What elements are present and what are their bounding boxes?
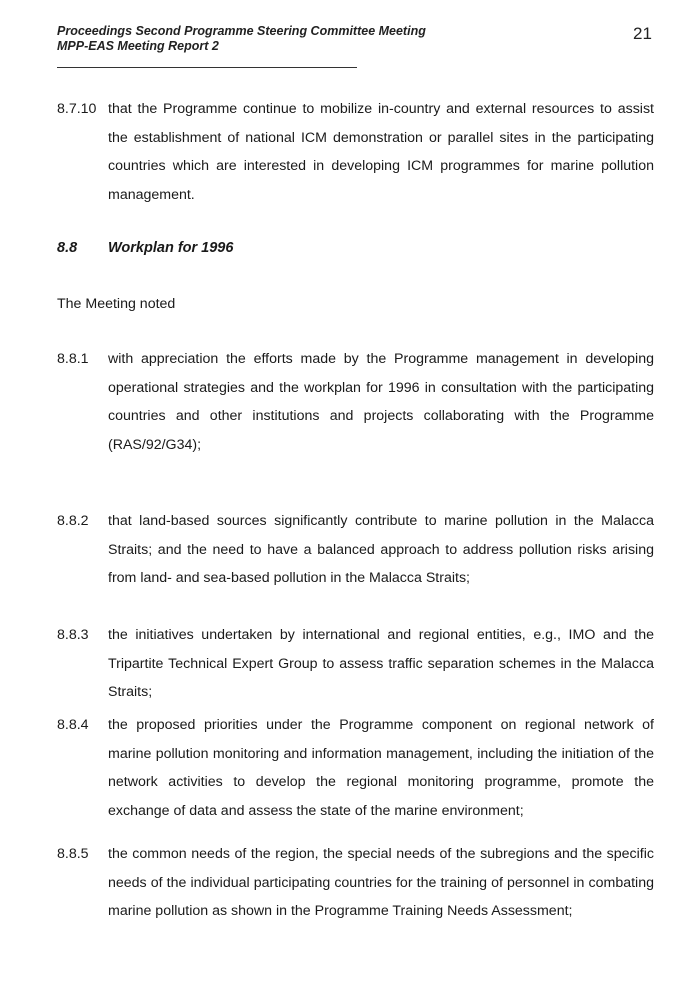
list-item [57,95,654,209]
item-number: 8.8.4 [57,717,89,733]
section-title: Workplan for 1996 [108,240,234,256]
item-number: 8.7.10 [57,101,97,117]
header-subtitle: MPP-EAS Meeting Report 2 [57,39,219,53]
item-text: that the Programme continue to mobilize in-country and external resources to assist the establishment of national ICM demonstration or parallel sites in the participating countries which are interested in developing ICM programmes for marine pollution management. [108,101,654,203]
running-header [57,24,426,54]
item-number: 8.8.5 [57,846,89,862]
header-title: Proceedings Second Programme Steering Committee Meeting [57,24,426,38]
page-number: 21 [633,24,652,43]
item-text: the initiatives undertaken by international and regional entities, e.g., IMO and the Tripartite Technical Expert Group to assess traffic separation schemes in the Malacca Straits; [108,627,654,700]
list-item [57,711,654,825]
item-number: 8.8.3 [57,627,89,643]
intro-text: The Meeting noted [57,296,176,312]
header-rule [57,67,357,68]
item-text: the proposed priorities under the Programme component on regional network of marine pollution monitoring and information management, including the initiation of the network activities to develop the regional monitoring programme, promote the exchange of data and assess the state of the marine environment; [108,717,654,819]
list-item [57,345,654,459]
item-text: with appreciation the efforts made by the Programme management in developing operational strategies and the workplan for 1996 in consultation with the participating countries and other institutions and projects collaborating with the Programme (RAS/92/G34); [108,351,654,453]
section-number: 8.8 [57,240,78,256]
list-item [57,840,654,926]
item-number: 8.8.1 [57,351,89,367]
list-item [57,621,654,707]
item-number: 8.8.2 [57,513,89,529]
item-text: that land-based sources significantly contribute to marine pollution in the Malacca Straits; and the need to have a balanced approach to address pollution risks arising from land- and sea-based pollution in the Malacca Straits; [108,513,654,586]
item-text: the common needs of the region, the special needs of the subregions and the specific needs of the individual participating countries for the training of personnel in combating marine pollution as shown in the Programme Training Needs Assessment; [108,846,654,919]
list-item [57,507,654,593]
